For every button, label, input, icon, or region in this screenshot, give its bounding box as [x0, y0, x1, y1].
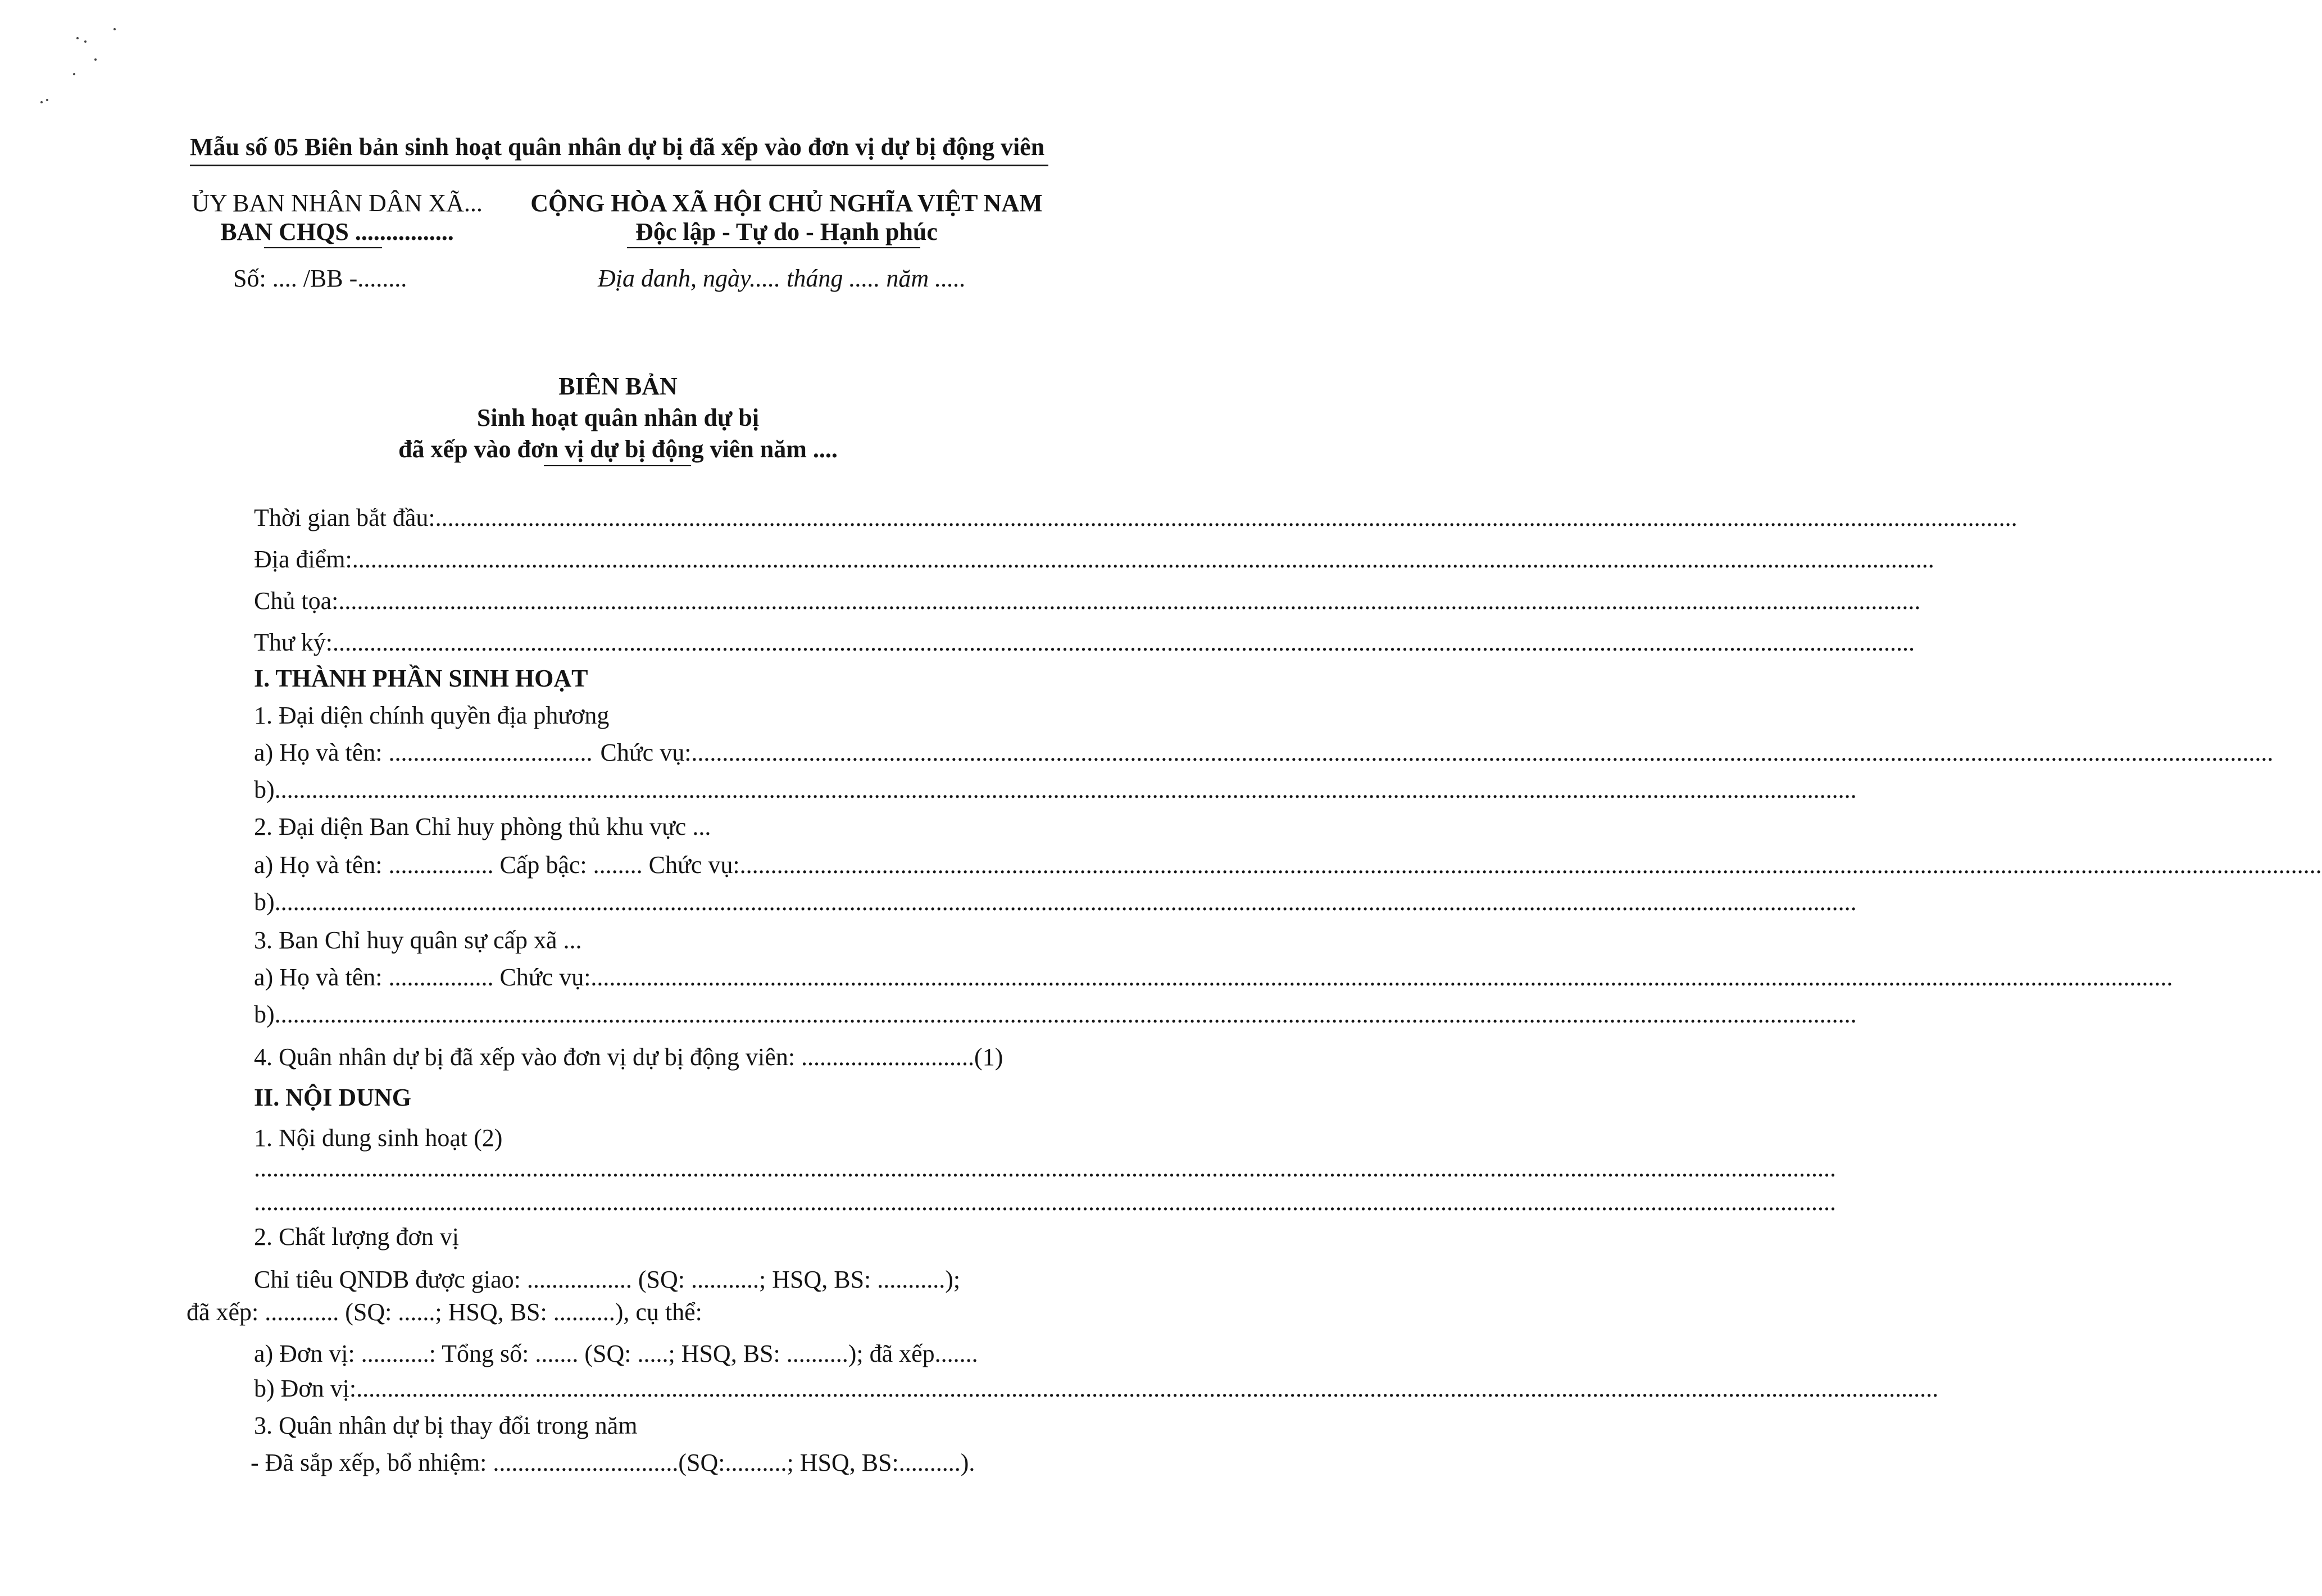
section1-item1-a-dots: ................................................................................................................................................................................................................................................................: [691, 739, 2274, 766]
unit-b-dots: ................................................................................................................................................................................................................................................................: [356, 1375, 1939, 1402]
section1-item3-a: [254, 963, 2173, 992]
section1-item1-a-name: a) Họ và tên: .................................: [254, 739, 593, 766]
field-secretary-label: Thư ký:: [254, 629, 333, 656]
field-start-time-dots: ................................................................................................................................................................................................................................................................: [435, 504, 2017, 531]
motto-underline: [627, 247, 920, 248]
unit-a: a) Đơn vị: ...........: Tổng số: ....... (SQ: .....; HSQ, BS: ..........); đã xếp.......: [254, 1340, 978, 1367]
national-motto: Độc lập - Tự do - Hạnh phúc: [635, 218, 938, 245]
quota-line-2: đã xếp: ............ (SQ: ......; HSQ, BS: ..........), cụ thể:: [187, 1298, 702, 1326]
doc-subtitle-2: đã xếp vào đơn vị dự bị động viên năm ....: [398, 435, 838, 463]
field-location-dots: ................................................................................................................................................................................................................................................................: [352, 545, 1934, 573]
section2-item1: 1. Nội dung sinh hoạt (2): [254, 1124, 503, 1152]
header-right: [506, 189, 1067, 246]
field-secretary-dots: ................................................................................................................................................................................................................................................................: [332, 629, 1915, 656]
section1-item1-b-dots: ................................................................................................................................................................................................................................................................: [274, 776, 1857, 803]
field-chair-label: Chủ tọa:: [254, 587, 339, 615]
section1-item1-a-pos: Chức vụ:: [600, 739, 692, 766]
field-start-time: [254, 503, 2017, 532]
section1-item3: 3. Ban Chỉ huy quân sự cấp xã ...: [254, 926, 582, 954]
unit-b: [254, 1374, 1939, 1403]
section1-item3-b-label: b): [254, 1001, 275, 1028]
section1-item3-b-dots: ................................................................................................................................................................................................................................................................: [274, 1001, 1857, 1028]
arranged-line: - Đã sắp xếp, bổ nhiệm: ..............................(SQ:..........; HSQ, BS:..........).: [251, 1449, 975, 1476]
header-left-agency: BAN CHQS ................: [220, 218, 454, 245]
document-number: Số: .... /BB -........: [233, 265, 407, 292]
section2-item2: 2. Chất lượng đơn vị: [254, 1223, 459, 1251]
section1-item2-b: [254, 888, 1857, 916]
form-title-underline: [190, 165, 1048, 166]
section1-item2-a: [254, 851, 2322, 879]
national-title: CỘNG HÒA XÃ HỘI CHỦ NGHĨA VIỆT NAM: [530, 189, 1043, 217]
field-chair: [254, 586, 1921, 615]
field-secretary: [254, 628, 1915, 657]
section1-heading: I. THÀNH PHẦN SINH HOẠT: [254, 665, 588, 692]
scan-speck: [76, 37, 79, 39]
section2-item3: 3. Quân nhân dự bị thay đổi trong năm: [254, 1412, 638, 1439]
header-left-underline: [264, 247, 382, 248]
doc-title-block: [0, 371, 1236, 465]
header-left-authority: ỦY BAN NHÂN DÂN XÃ...: [192, 189, 483, 217]
quota-line-1: Chỉ tiêu QNDB được giao: ................. (SQ: ...........; HSQ, BS: ...........);: [254, 1266, 961, 1293]
doc-title-underline: [544, 465, 691, 466]
scan-speck: [73, 73, 75, 75]
section1-item2-b-label: b): [254, 888, 275, 916]
scan-speck: [40, 101, 43, 103]
unit-b-label: b) Đơn vị:: [254, 1375, 357, 1402]
section1-item2-a-dots: ................................................................................................................................................................................................................................................................: [739, 851, 2322, 879]
section1-item2-a-label: a) Họ và tên: ................. Cấp bậc: ........ Chức vụ:: [254, 851, 740, 879]
field-location: [254, 545, 1934, 574]
content-dots-line-2: ................................................................................................................................................................................................................................................................: [254, 1188, 1836, 1216]
form-title: Mẫu số 05 Biên bản sinh hoạt quân nhân dự bị đã xếp vào đơn vị dự bị động viên: [190, 133, 1045, 161]
section1-item3-b: [254, 1000, 1857, 1029]
section1-item3-a-dots: ................................................................................................................................................................................................................................................................: [590, 963, 2173, 991]
field-chair-dots: ................................................................................................................................................................................................................................................................: [338, 587, 1921, 615]
section1-item2: 2. Đại diện Ban Chỉ huy phòng thủ khu vực ...: [254, 813, 711, 840]
scan-speck: [94, 58, 97, 61]
section2-heading: II. NỘI DUNG: [254, 1084, 411, 1111]
field-start-time-label: Thời gian bắt đầu:: [254, 504, 435, 531]
place-date: Địa danh, ngày..... tháng ..... năm .....: [598, 265, 966, 292]
section1-item1-b-label: b): [254, 776, 275, 803]
section1-item1-a: [254, 738, 2274, 767]
content-dots-line-1: ................................................................................................................................................................................................................................................................: [254, 1154, 1836, 1182]
field-location-label: Địa điểm:: [254, 545, 352, 573]
header-left: [185, 189, 489, 246]
scan-speck: [84, 40, 87, 43]
scan-speck: [46, 99, 48, 101]
section1-item1-b: [254, 775, 1857, 804]
doc-title: BIÊN BẢN: [558, 372, 678, 400]
section1-item3-a-label: a) Họ và tên: ................. Chức vụ:: [254, 963, 591, 991]
section1-item2-b-dots: ................................................................................................................................................................................................................................................................: [274, 888, 1857, 916]
scan-speck: [113, 28, 116, 30]
section1-item1: 1. Đại diện chính quyền địa phương: [254, 702, 610, 729]
doc-subtitle-1: Sinh hoạt quân nhân dự bị: [476, 404, 760, 431]
section1-item4: 4. Quân nhân dự bị đã xếp vào đơn vị dự bị động viên: ............................(1): [254, 1043, 1003, 1071]
